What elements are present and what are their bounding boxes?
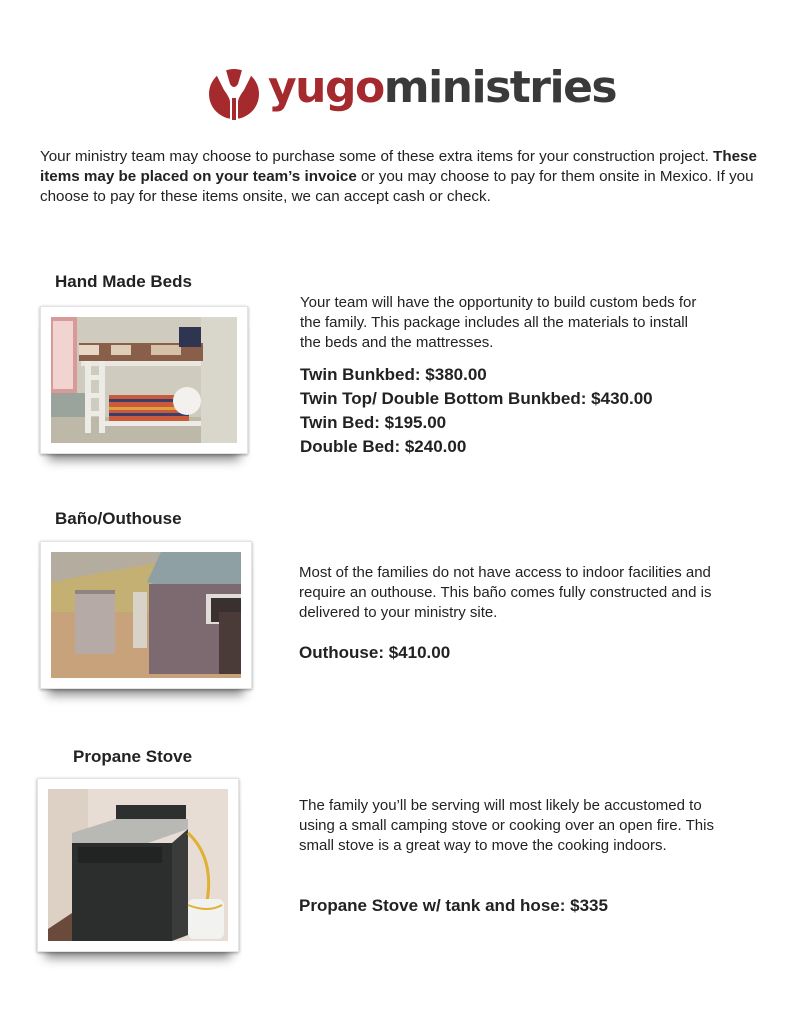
yugo-ministries-logo xyxy=(208,62,616,122)
intro-paragraph xyxy=(40,147,780,207)
outhouse-description: Most of the families do not have access to indoor facilities and require an outhouse. This baño comes fully constructed and is delivered to your ministry site. xyxy=(299,564,712,621)
price-double-bed: Double Bed: $240.00 xyxy=(300,437,467,456)
price-twin-double-bunkbed: Twin Top/ Double Bottom Bunkbed: $430.00 xyxy=(300,389,653,408)
yugo-logo-mark-icon xyxy=(208,64,260,120)
outhouse-price-list xyxy=(299,641,450,665)
intro-text-bold: These items may be placed on your team’s invoice xyxy=(40,148,757,185)
beds-description: Your team will have the opportunity to build custom beds for the family. This package includes all the materials to install the beds and the mattresses. xyxy=(300,294,697,351)
outhouse-photo xyxy=(51,552,241,678)
beds-price-list xyxy=(300,363,653,459)
logo-text-yugo: yugo xyxy=(268,62,384,113)
outhouse-photo-frame xyxy=(40,541,252,689)
propane-stove-photo xyxy=(48,789,228,941)
price-twin-bunkbed: Twin Bunkbed: $380.00 xyxy=(300,365,487,384)
section-title-stove: Propane Stove xyxy=(73,747,193,766)
price-outhouse: Outhouse: $410.00 xyxy=(299,643,451,662)
intro-text-before: Your ministry team may choose to purchase some of these extra items for your construction project. xyxy=(40,148,714,165)
bunk-bed-photo xyxy=(51,317,237,443)
bunk-bed-photo-frame xyxy=(40,306,248,454)
propane-stove-photo-frame xyxy=(37,778,239,952)
logo-wordmark xyxy=(268,62,617,113)
intro-text-after: or you may choose to pay for them onsite in Mexico. If you choose to pay for these items onsite, we can accept cash or check. xyxy=(40,168,754,205)
section-title-beds: Hand Made Beds xyxy=(55,272,192,291)
stove-description: The family you’ll be serving will most likely be accustomed to using a small camping stove or cooking over an open fire. This small stove is a great way to move the cooking indoors. xyxy=(299,797,714,854)
logo-text-ministries: ministries xyxy=(383,62,617,113)
section-title-outhouse: Baño/Outhouse xyxy=(55,509,182,528)
price-propane-stove: Propane Stove w/ tank and hose: $335 xyxy=(299,896,608,915)
price-twin-bed: Twin Bed: $195.00 xyxy=(300,413,447,432)
stove-price-list xyxy=(299,894,608,918)
